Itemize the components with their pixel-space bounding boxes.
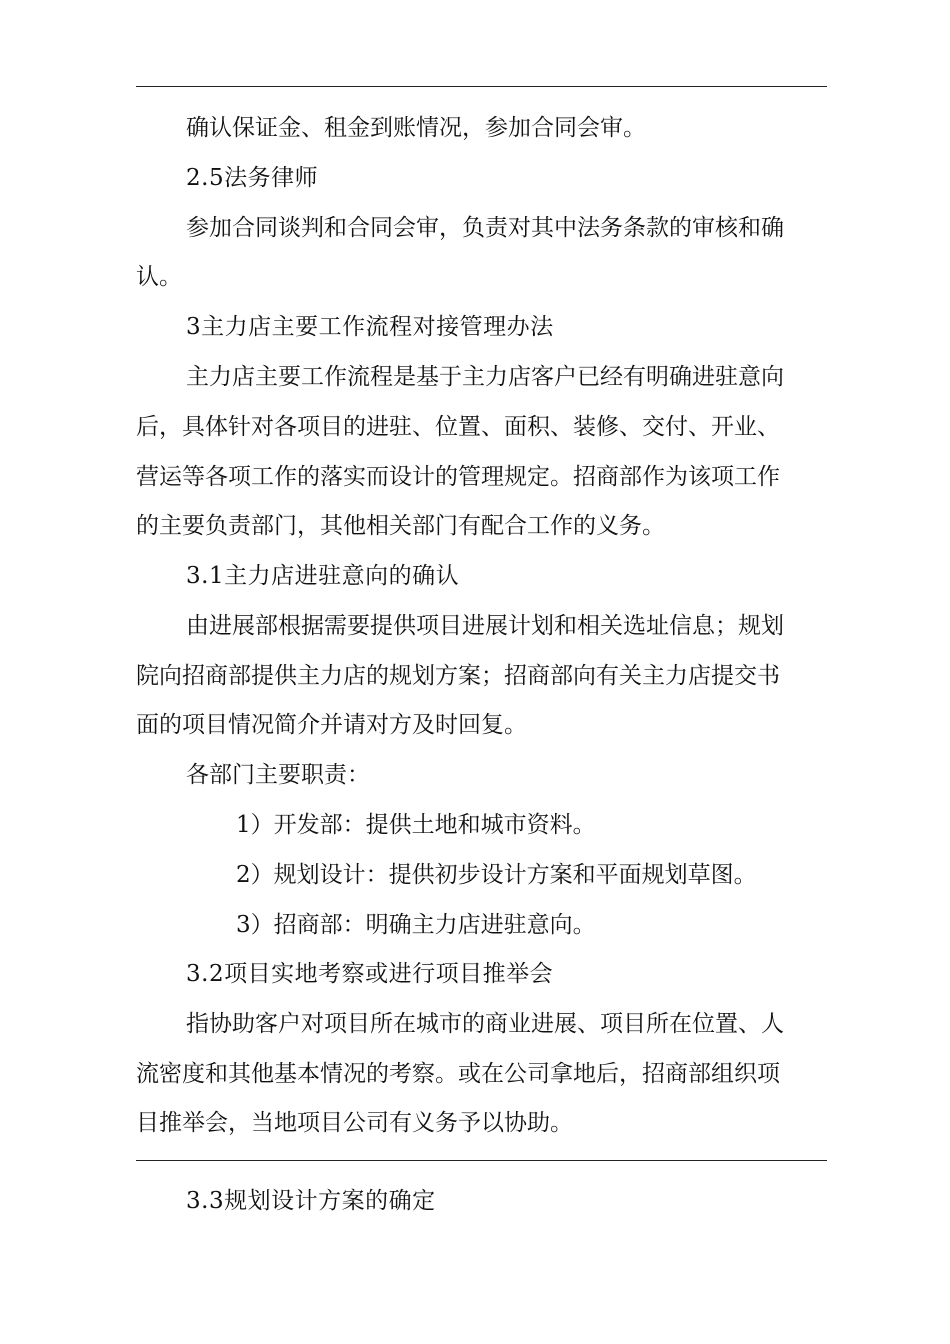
paragraph-line: 由进展部根据需要提供项目进展计划和相关选址信息；规划 <box>186 613 784 639</box>
top-rule <box>136 86 827 87</box>
duty-item: 3）招商部：明确主力店进驻意向。 <box>236 912 596 938</box>
text-line: 确认保证金、租金到账情况，参加合同会审。 <box>186 115 646 141</box>
paragraph-line: 流密度和其他基本情况的考察。或在公司拿地后，招商部组织项 <box>136 1061 780 1087</box>
duties-title: 各部门主要职责： <box>186 762 370 788</box>
section-heading-3: 3主力店主要工作流程对接管理办法 <box>186 314 554 340</box>
section-heading-3-3: 3.3规划设计方案的确定 <box>186 1188 436 1214</box>
paragraph-line: 目推举会，当地项目公司有义务予以协助。 <box>136 1110 573 1136</box>
paragraph-line: 院向招商部提供主力店的规划方案；招商部向有关主力店提交书 <box>136 663 780 689</box>
paragraph-line: 面的项目情况简介并请对方及时回复。 <box>136 712 527 738</box>
paragraph-line: 认。 <box>136 264 182 290</box>
duty-item: 2）规划设计：提供初步设计方案和平面规划草图。 <box>236 862 757 888</box>
paragraph-line: 营运等各项工作的落实而设计的管理规定。招商部作为该项工作 <box>136 464 780 490</box>
duty-item: 1）开发部：提供土地和城市资料。 <box>236 812 596 838</box>
paragraph-line: 后，具体针对各项目的进驻、位置、面积、装修、交付、开业、 <box>136 414 780 440</box>
paragraph-line: 参加合同谈判和合同会审，负责对其中法务条款的审核和确 <box>186 215 784 241</box>
page-break-rule <box>136 1160 827 1161</box>
paragraph-line: 主力店主要工作流程是基于主力店客户已经有明确进驻意向 <box>186 364 784 390</box>
section-heading-2-5: 2.5法务律师 <box>186 165 319 191</box>
paragraph-line: 指协助客户对项目所在城市的商业进展、项目所在位置、人 <box>186 1011 784 1037</box>
paragraph-line: 的主要负责部门，其他相关部门有配合工作的义务。 <box>136 513 665 539</box>
section-heading-3-2: 3.2项目实地考察或进行项目推举会 <box>186 961 554 987</box>
section-heading-3-1: 3.1主力店进驻意向的确认 <box>186 563 460 589</box>
